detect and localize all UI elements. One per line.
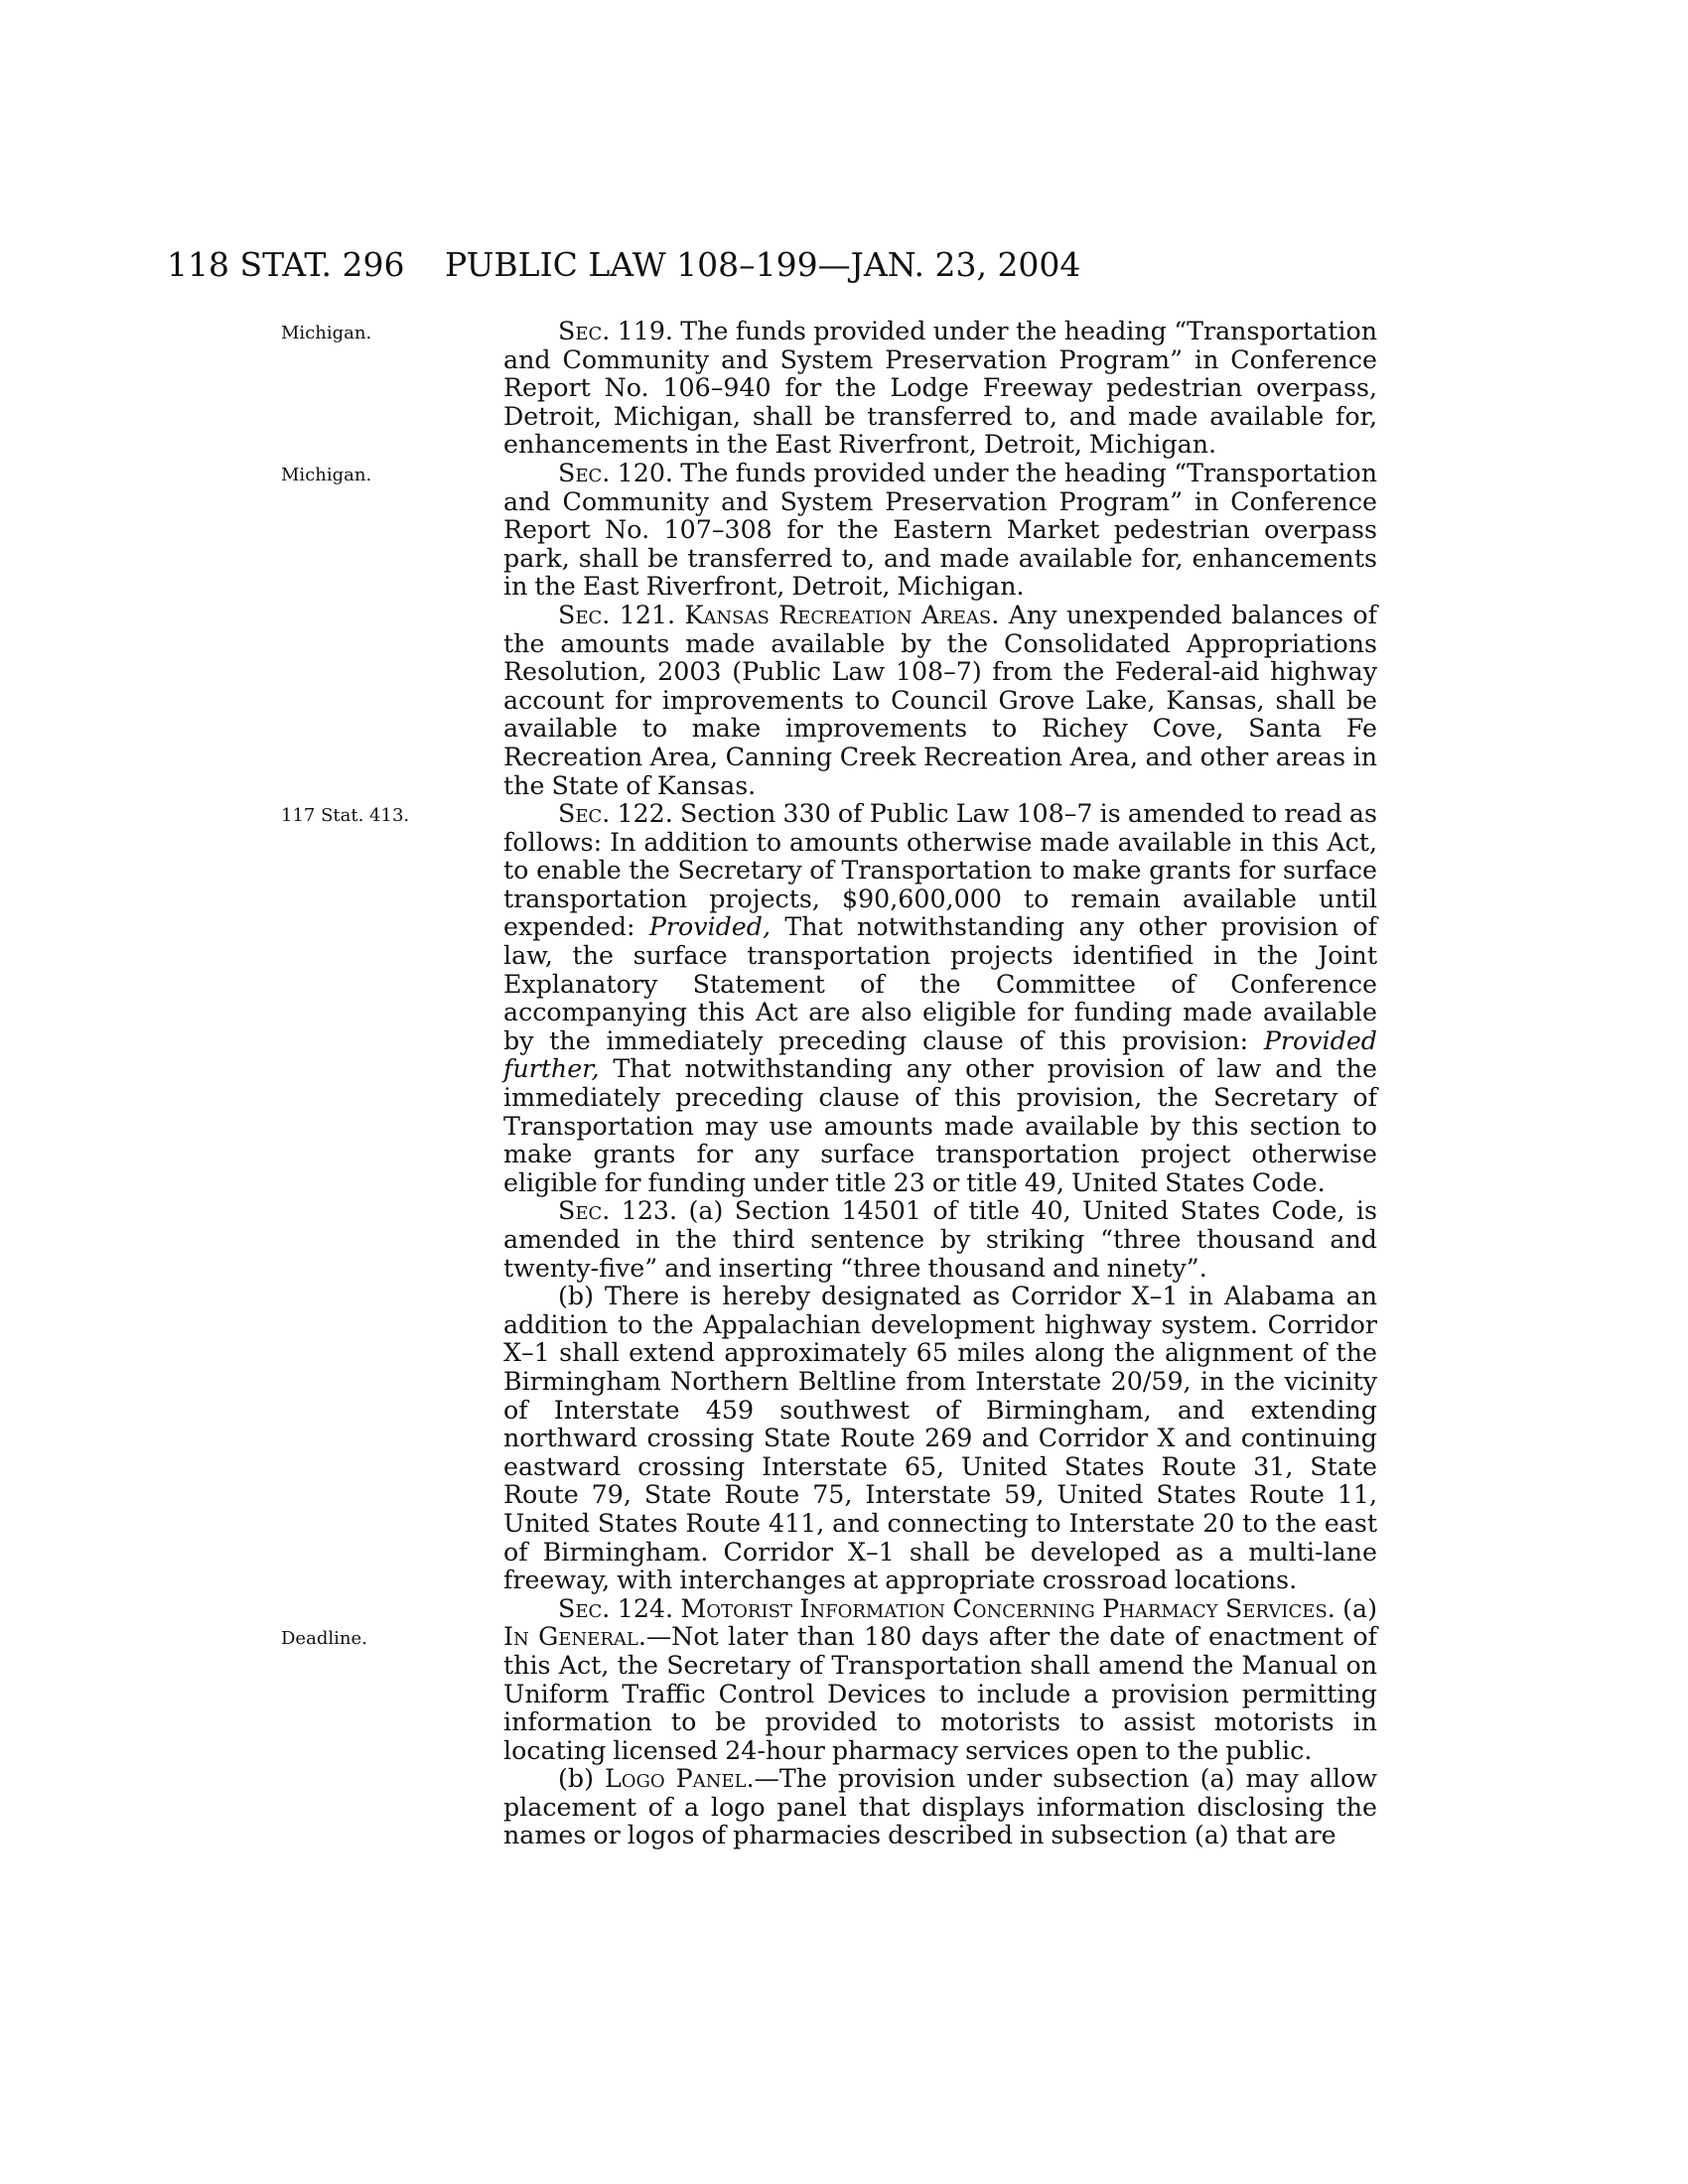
section-text: . 122. Section 330 of Public Law 108–7 is amended to read as follows: In addition to amounts otherwise made available in this Act, to enable the Secretary of Transportation to make grants for surface transportation projects, $90,600,000 to remain available until expended: xyxy=(503,799,1377,942)
section-text: . 120. The funds provided under the heading “Transportation and Community and System Preservation Program” in Conference Report No. 107–308 for the Eastern Market pedestrian overpass park, shall be transferred to, and made available for, enhancements in the East Riverfront, Detroit, Michigan. xyxy=(503,458,1377,602)
section-123-b xyxy=(503,1283,1377,1595)
section-label: Sec xyxy=(558,799,603,829)
section-text: .—The provision under subsection (a) may allow placement of a logo panel that displays information disclosing the names or logos of pharmacies described in subsection (a) that are xyxy=(503,1764,1377,1850)
section-text: . Any unexpended balances of the amounts made available by the Consolidated Appropriations Resolution, 2003 (Public Law 108–7) from the Federal-aid highway account for improvements to Council Grove Lake, Kansas, shall be available to make improvements to Richey Cove, Santa Fe Recreation Area, Canning Creek Recreation Area, and other areas in the State of Kansas. xyxy=(503,600,1377,800)
subsection-marker: (b) xyxy=(558,1764,605,1794)
proviso-italic: Provided further, xyxy=(503,1025,1377,1084)
section-text: .—Not later than 180 days after the date of enactment of this Act, the Secretary of Transportation shall amend the Manual on Uniform Traffic Control Devices to include a provision permitting information to be provided to motorists to assist motorists in locating licensed 24-hour pharmacy services open to the public. xyxy=(503,1622,1378,1765)
section-label: Sec xyxy=(558,600,603,629)
section-label: Sec xyxy=(558,317,603,345)
section-122 xyxy=(503,800,1377,1197)
section-124-b xyxy=(503,1765,1377,1850)
margin-note-michigan-120: Michigan. xyxy=(281,465,372,485)
section-119 xyxy=(503,318,1377,460)
subsection-heading: Logo Panel xyxy=(604,1764,747,1794)
section-text: . 119. The funds provided under the heading “Transportation and Community and System Preservation Program” in Conference Report No. 106–940 for the Lodge Freeway pedestrian overpass, Detroit, Michigan, shall be transferred to, and made available for, enhancements in the East Riverfront, Detroit, Michigan. xyxy=(503,317,1377,460)
margin-note-michigan-119: Michigan. xyxy=(281,323,372,343)
section-number: . 124. xyxy=(602,1593,681,1623)
subsection-marker: . (a) xyxy=(1327,1593,1378,1623)
section-heading: Kansas Recreation Areas xyxy=(684,600,992,629)
proviso-italic: Provided, xyxy=(648,912,772,942)
section-123-a xyxy=(503,1197,1377,1283)
section-text: That notwithstanding any other provision of law and the immediately preceding clause of this provision, the Secretary of Transportation may use amounts made available by this section to make grants for any surface transportation project otherwise eligible for funding under title 23 or title 49, United States Code. xyxy=(503,1054,1377,1197)
section-124-a xyxy=(503,1595,1377,1766)
margin-note-117-stat-413: 117 Stat. 413. xyxy=(281,805,410,826)
section-number: . 121. xyxy=(602,600,685,629)
statute-body xyxy=(503,318,1377,1850)
stat-page-number: 118 STAT. 296 xyxy=(167,245,405,284)
section-text: . 123. (a) Section 14501 of title 40, United States Code, is amended in the third sentence by striking “three thousand and twenty-five” and inserting “three thousand and ninety”. xyxy=(503,1196,1377,1283)
section-121 xyxy=(503,602,1377,800)
section-heading: Motorist Information Concerning Pharmacy Services xyxy=(680,1593,1328,1623)
running-header xyxy=(167,245,1219,295)
section-label: Sec xyxy=(558,458,603,487)
section-120 xyxy=(503,460,1377,602)
section-text: (b) There is hereby designated as Corridor X–1 in Alabama an addition to the Appalachian development highway system. Corridor X–1 shall extend approximately 65 miles along the alignment of the Birmingham Northern Beltline from Interstate 20/59, in the vicinity of Interstate 459 southwest of Birmingham, and extending northward crossing State Route 269 and Corridor X and continuing eastward crossing Interstate 65, United States Route 31, State Route 79, State Route 75, Interstate 59, United States Route 11, United States Route 411, and connecting to Interstate 20 to the east of Birmingham. Corridor X–1 shall be developed as a multi-lane freeway, with interchanges at appropriate crossroad locations. xyxy=(503,1282,1377,1595)
subsection-heading: In General xyxy=(503,1622,638,1652)
margin-note-deadline: Deadline. xyxy=(281,1628,367,1649)
section-label: Sec xyxy=(558,1593,603,1623)
public-law-title: PUBLIC LAW 108–199—JAN. 23, 2004 xyxy=(445,245,1081,284)
section-text: That notwithstanding any other provision of law, the surface transportation projects identified in the Joint Explanatory Statement of the Committee of Conference accompanying this Act are also eligible for funding made available by the immediately preceding clause of this provision: xyxy=(503,912,1377,1055)
section-label: Sec xyxy=(558,1196,603,1226)
